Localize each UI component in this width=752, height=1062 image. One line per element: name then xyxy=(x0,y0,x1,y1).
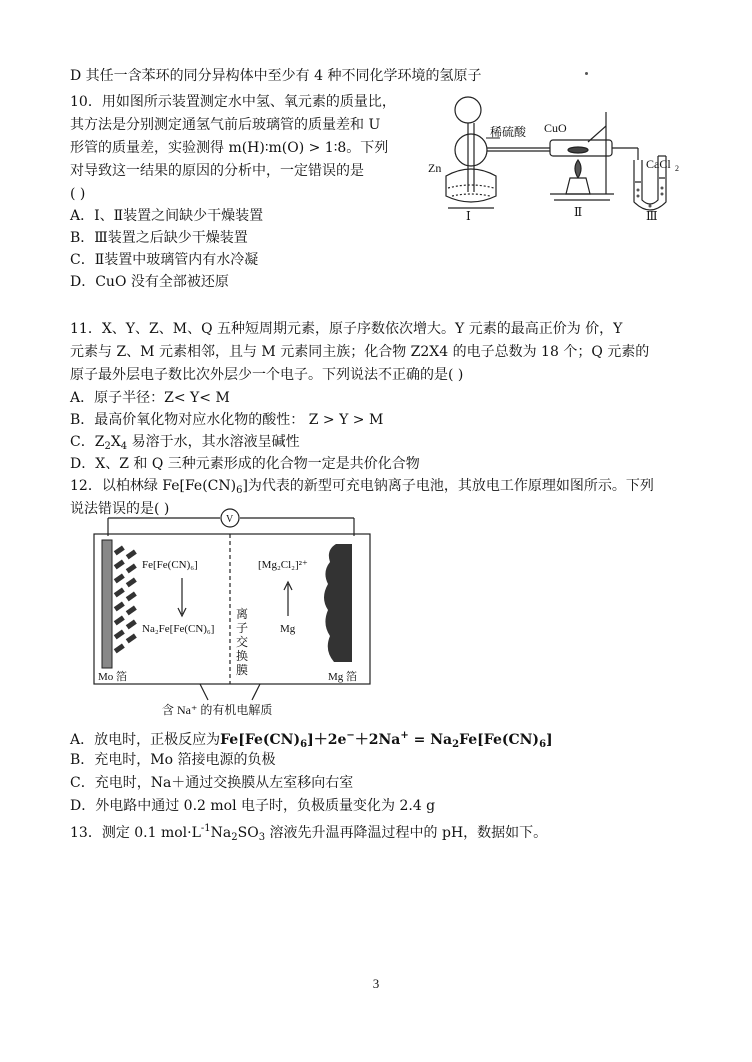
q12-text-a: 12．以柏林绿 Fe[Fe(CN) xyxy=(70,478,237,494)
option-d-line: D 其任一含苯环的同分异构体中至少有 4 种不同化学环境的氢原子 xyxy=(70,68,482,84)
q12-a-eq-2: ]＋2e xyxy=(307,732,347,748)
label-i: Ⅰ xyxy=(466,209,471,223)
electrolyte-label: 含 Na⁺ 的有机电解质 xyxy=(162,703,273,717)
q12-a-eq-sub3: 6 xyxy=(539,739,547,750)
left-bottom-formula: Na₂Fe[Fe(CN)₆] xyxy=(142,623,215,635)
label-ii: Ⅱ xyxy=(574,205,583,219)
q12-a-eq-4: = Na xyxy=(408,732,453,748)
q13-text-a: 13．测定 0.1 mol·L xyxy=(70,825,201,841)
q11-c-sub-4: 4 xyxy=(120,441,128,452)
q10-line-3: 形管的质量差，实验测得 m(H)∶m(O) > 1∶8。下列 xyxy=(70,140,389,156)
cuo-label: CuO xyxy=(544,121,567,135)
stray-dot xyxy=(585,72,588,75)
cacl2-label: CaCl xyxy=(646,157,671,171)
q12-a-eq-sub1: 6 xyxy=(300,739,308,750)
q12-a-equation xyxy=(220,732,553,748)
q13-line xyxy=(70,819,547,848)
q10-line-2: 其方法是分别测定通氢气前后玻璃管的质量差和 U xyxy=(70,117,381,133)
q12-a-eq-1: Fe[Fe(CN) xyxy=(220,732,301,748)
cacl2-subscript: 2 xyxy=(675,164,679,173)
membrane-char-2: 子 xyxy=(236,621,249,635)
page-number: 3 xyxy=(372,976,380,991)
q10-option-a: A．Ⅰ、Ⅱ装置之间缺少干燥装置 xyxy=(70,208,264,224)
q10-line-1: 10．用如图所示装置测定水中氢、氧元素的质量比， xyxy=(70,94,396,110)
q12-sub-6: 6 xyxy=(236,485,243,496)
q12-text-c: ]为代表的新型可充电钠离子电池，其放电工作原理如图所示。下列 xyxy=(242,478,654,494)
mg-electrode xyxy=(324,544,352,662)
q13-sup: -1 xyxy=(200,823,211,834)
q10-option-b: B．Ⅲ装置之后缺少干燥装置 xyxy=(70,230,248,246)
right-bottom-formula: Mg xyxy=(280,623,296,635)
voltmeter-label: V xyxy=(226,514,234,525)
membrane-char-1: 离 xyxy=(236,607,249,621)
mg-foil-label: Mg 箔 xyxy=(328,671,358,683)
q11-option-a: A．原子半径：Z< Y< M xyxy=(70,390,230,406)
left-top-formula: Fe[Fe(CN)₆] xyxy=(142,559,198,571)
membrane-char-4: 换 xyxy=(236,649,249,663)
q13-text-so: SO xyxy=(237,825,259,841)
acid-label: 稀硫酸 xyxy=(490,125,527,139)
q13-text-rest: 溶液先升温再降温过程中的 pH，数据如下。 xyxy=(265,825,548,841)
battery-figure xyxy=(90,506,380,718)
q12-line-1 xyxy=(70,476,654,501)
q13-text-na: Na xyxy=(210,825,232,841)
q10-line-4: 对导致这一结果的原因的分析中，一定错误的是 xyxy=(70,163,364,179)
q12-a-eq-sup1: − xyxy=(346,730,355,741)
apparatus-figure xyxy=(428,92,690,224)
q12-a-eq-sup2: + xyxy=(400,730,409,741)
q11-c-sub-2: 2 xyxy=(104,441,111,452)
q12-line-2: 说法错误的是( ) xyxy=(70,501,170,517)
q11-option-d: D．X、Z 和 Q 三种元素形成的化合物一定是共价化合物 xyxy=(70,456,420,472)
q12-option-b: B．充电时，Mo 箔接电源的负极 xyxy=(70,752,276,768)
q13-sub-2: 2 xyxy=(231,832,238,843)
q12-a-eq-3: ＋2Na xyxy=(354,732,401,748)
mo-foil-label: Mo 箔 xyxy=(98,671,128,683)
q11-line-1: 11．X、Y、Z、M、Q 五种短周期元素，原子序数依次增大。Y 元素的最高正价为 价，Y xyxy=(70,321,623,337)
q11-c-text-rest: 易溶于水，其水溶液呈碱性 xyxy=(127,434,300,450)
q11-line-3: 原子最外层电子数比次外层少一个电子。下列说法不正确的是( ) xyxy=(70,367,464,383)
right-top-formula: [Mg₂Cl₂]²⁺ xyxy=(258,559,308,571)
q11-c-text-x: X xyxy=(110,434,121,450)
membrane-char-5: 膜 xyxy=(236,663,249,677)
membrane-char-3: 交 xyxy=(236,635,249,649)
q11-c-text-1: C．Z xyxy=(70,434,105,450)
q10-line-5: ( ) xyxy=(70,186,86,202)
q13-sub-3: 3 xyxy=(258,832,266,843)
q12-option-d: D．外电路中通过 0.2 mol 电子时，负极质量变化为 2.4 g xyxy=(70,798,436,814)
zn-label: Zn xyxy=(428,161,442,175)
q12-a-eq-sub2: 2 xyxy=(452,739,460,750)
q10-option-c: C．Ⅱ装置中玻璃管内有水冷凝 xyxy=(70,252,259,268)
mo-electrode xyxy=(102,540,112,668)
q11-line-2: 元素与 Z、M 元素相邻，且与 M 元素同主族；化合物 Z2X4 的电子总数为 18 个；Q 元素的 xyxy=(70,344,650,360)
q10-option-d: D．CuO 没有全部被还原 xyxy=(70,274,229,290)
q12-option-c: C．充电时，Na＋通过交换膜从左室移向右室 xyxy=(70,775,354,791)
q12-a-text: A．放电时，正极反应为 xyxy=(70,732,221,748)
label-iii: Ⅲ xyxy=(646,209,658,223)
q12-a-eq-6: ] xyxy=(546,732,553,748)
q12-a-eq-5: Fe[Fe(CN) xyxy=(459,732,540,748)
q11-option-b: B．最高价氧化物对应水化物的酸性： Z > Y > M xyxy=(70,412,384,428)
